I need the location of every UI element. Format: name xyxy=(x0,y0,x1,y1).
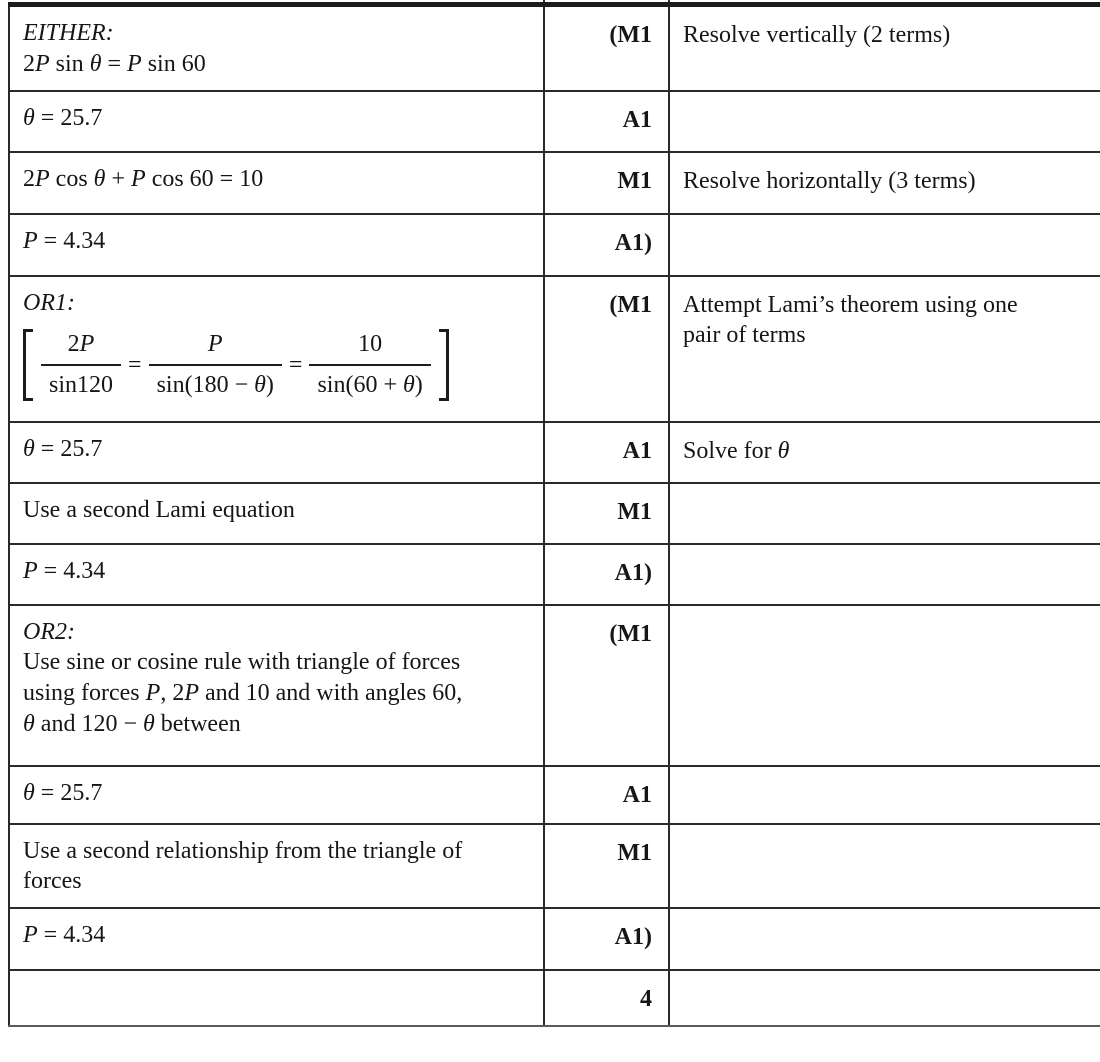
table-row xyxy=(9,276,1100,422)
comment-cell xyxy=(669,152,1100,214)
comment-text-run: Resolve vertically (2 terms) xyxy=(683,22,951,48)
work-cell xyxy=(9,544,544,605)
work-text-run: = 4.34 xyxy=(37,227,106,254)
label-text-run: OR1: xyxy=(23,289,75,316)
mark-cell: A1 xyxy=(544,766,669,824)
fraction-denominator xyxy=(309,364,430,401)
work-text-run: cos 60 = 10 xyxy=(145,165,264,192)
work-text-run: between xyxy=(154,710,241,737)
fraction-numerator xyxy=(350,329,390,364)
work-text-run: Use a second Lami equation xyxy=(23,496,295,523)
comment-cell xyxy=(669,544,1100,605)
numerator-text-run: 10 xyxy=(358,331,383,358)
numerator-text-run: P xyxy=(79,331,95,358)
equals-sign: = xyxy=(288,351,303,378)
work-text-run: forces xyxy=(23,868,82,895)
work-text-run: using forces xyxy=(23,679,146,706)
denominator-text-run: (60 + xyxy=(345,371,403,398)
work-text-run: θ xyxy=(23,779,35,806)
table-row xyxy=(9,544,1100,605)
work-text-run: + xyxy=(105,165,132,192)
fraction-numerator xyxy=(200,329,231,364)
work-text-run: θ xyxy=(142,710,155,737)
work-cell xyxy=(9,214,544,276)
work-text-run: and 120 − xyxy=(34,710,143,737)
mark-cell: (M1 xyxy=(544,605,669,766)
work-text-run: P xyxy=(131,165,146,192)
table-row xyxy=(9,483,1100,544)
work-text-run: , 2 xyxy=(160,679,185,706)
work-text-run: = 4.34 xyxy=(37,921,106,948)
mark-cell: M1 xyxy=(544,152,669,214)
comment-cell xyxy=(669,5,1100,91)
comment-cell xyxy=(669,214,1100,276)
work-text-run: sin xyxy=(49,50,90,77)
work-text-run: θ xyxy=(23,104,35,131)
work-cell xyxy=(9,970,544,1026)
table-row xyxy=(9,970,1100,1026)
numerator-text-run: 2 xyxy=(67,331,80,358)
mark-cell: M1 xyxy=(544,483,669,544)
denominator-text-run: (180 − xyxy=(184,371,255,398)
work-cell xyxy=(9,483,544,544)
mark-cell: A1) xyxy=(544,908,669,970)
mark-cell: A1 xyxy=(544,91,669,152)
comment-cell xyxy=(669,483,1100,544)
work-text-run: P xyxy=(23,557,38,584)
table-row xyxy=(9,766,1100,824)
work-text-run: and 10 and with angles 60, xyxy=(198,679,463,706)
mark-cell: A1) xyxy=(544,544,669,605)
work-text-run: θ xyxy=(23,435,35,462)
denominator-text-run: θ xyxy=(254,371,266,398)
work-text-run: P xyxy=(23,227,38,254)
work-cell xyxy=(9,152,544,214)
fraction xyxy=(309,329,430,400)
denominator-text-run: ) xyxy=(265,371,274,398)
mark-scheme-table xyxy=(8,2,1100,1027)
mark-table-body xyxy=(9,5,1100,1026)
comment-cell xyxy=(669,422,1100,483)
denominator-text-run: sin120 xyxy=(49,371,114,398)
work-text-run: sin 60 xyxy=(141,50,206,77)
comment-cell xyxy=(669,605,1100,766)
equation-label xyxy=(23,288,533,319)
comment-cell xyxy=(669,91,1100,152)
work-text-run: 2 xyxy=(23,50,35,77)
numerator-text-run: P xyxy=(207,331,223,358)
mark-cell: (M1 xyxy=(544,276,669,422)
work-cell xyxy=(9,5,544,91)
denominator-text-run: ) xyxy=(414,371,423,398)
mark-cell: M1 xyxy=(544,824,669,908)
left-square-bracket xyxy=(23,329,33,400)
comment-cell xyxy=(669,276,1100,422)
work-text-run: P xyxy=(127,50,142,77)
equals-sign: = xyxy=(128,351,142,378)
denominator-text-run: sin xyxy=(156,371,185,398)
comment-cell xyxy=(669,824,1100,908)
work-text-run: = 25.7 xyxy=(34,104,103,131)
work-cell xyxy=(9,766,544,824)
work-cell xyxy=(9,908,544,970)
comment-cell xyxy=(669,970,1100,1026)
work-cell xyxy=(9,422,544,483)
table-row xyxy=(9,422,1100,483)
work-text-run: θ xyxy=(93,165,106,192)
fraction-numerator xyxy=(60,329,103,364)
comment-text-run: Solve for xyxy=(683,437,778,464)
work-text-run: P xyxy=(184,679,199,706)
fraction xyxy=(41,329,121,400)
comment-cell xyxy=(669,908,1100,970)
denominator-text-run: sin xyxy=(317,371,346,398)
work-text-run: Use sine or cosine rule with triangle of forces xyxy=(23,649,461,676)
comment-text-run: Resolve horizontally (3 terms) xyxy=(683,167,976,194)
work-text-run: θ xyxy=(23,710,35,737)
work-text-run: P xyxy=(35,165,50,192)
work-text-run: EITHER: xyxy=(23,20,114,46)
table-row xyxy=(9,824,1100,908)
work-text-run: = xyxy=(101,50,128,77)
work-text-run: = 25.7 xyxy=(34,435,103,462)
work-text-run: = 25.7 xyxy=(34,779,103,806)
fraction xyxy=(149,329,282,400)
mark-cell: (M1 xyxy=(544,5,669,91)
right-square-bracket xyxy=(439,329,449,400)
work-text-run: OR2: xyxy=(23,618,75,645)
work-cell xyxy=(9,91,544,152)
work-text-run: P xyxy=(35,50,50,77)
work-text-run: θ xyxy=(89,50,102,77)
work-cell xyxy=(9,276,544,422)
work-text-run: Use a second relationship from the triangle of xyxy=(23,837,463,864)
comment-text-run: θ xyxy=(777,437,790,464)
table-row xyxy=(9,5,1100,91)
table-row xyxy=(9,91,1100,152)
mark-cell: A1) xyxy=(544,214,669,276)
work-text-run: P xyxy=(145,679,161,706)
fraction-denominator xyxy=(149,364,282,401)
work-text-run: cos xyxy=(49,165,94,192)
mark-cell: 4 xyxy=(544,970,669,1026)
work-text-run: = 4.34 xyxy=(37,557,106,584)
table-row xyxy=(9,152,1100,214)
denominator-text-run: θ xyxy=(403,371,415,398)
table-row xyxy=(9,908,1100,970)
work-cell xyxy=(9,824,544,908)
comment-text-run: pair of terms xyxy=(683,322,806,349)
work-text-run: P xyxy=(23,921,38,948)
mark-cell: A1 xyxy=(544,422,669,483)
work-text-run: 2 xyxy=(23,165,35,192)
fraction-denominator xyxy=(41,364,121,401)
lami-equation xyxy=(23,324,449,405)
table-row xyxy=(9,214,1100,276)
work-cell xyxy=(9,605,544,766)
comment-cell xyxy=(669,766,1100,824)
comment-text-run: Attempt Lami’s theorem using one xyxy=(683,291,1018,318)
table-row xyxy=(9,605,1100,766)
